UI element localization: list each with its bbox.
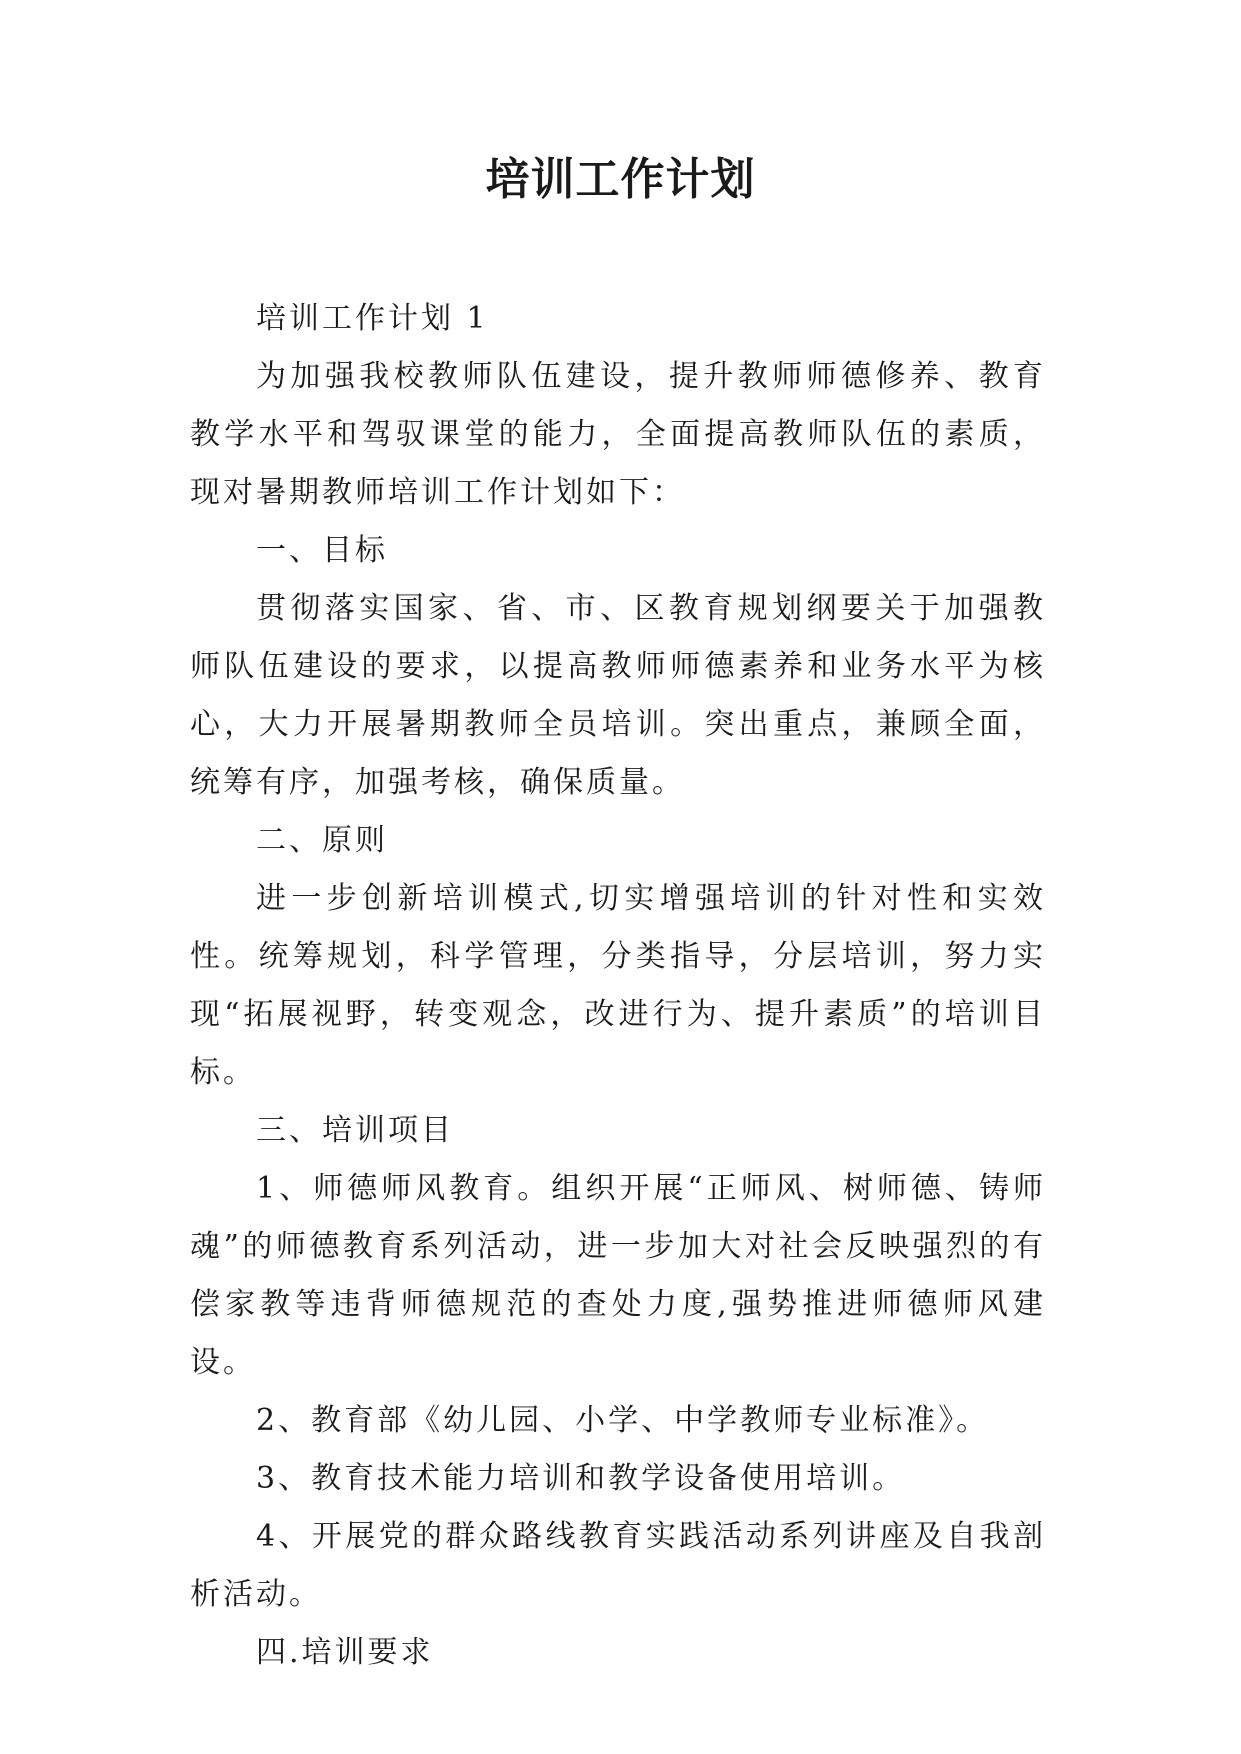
- section-heading-requirements: 四.培训要求: [256, 1635, 434, 1670]
- intro-paragraph: 为加强我校教师队伍建设，提升教师师德修养、教育教学水平和驾驭课堂的能力，全面提高教师队伍的素质，现对暑期教师培训工作计划如下：: [190, 359, 1046, 510]
- goals-paragraph: 贯彻落实国家、省、市、区教育规划纲要关于加强教师队伍建设的要求，以提高教师师德素养和业务水平为核心，大力开展暑期教师全员培训。突出重点，兼顾全面，统筹有序，加强考核，确保质量。: [190, 591, 1046, 800]
- section-heading-plan-1: 培训工作计划 1: [256, 301, 489, 336]
- section-heading-goals: 一、目标: [256, 533, 388, 568]
- section-heading-training-items: 三、培训项目: [256, 1113, 454, 1148]
- document-body: [190, 290, 1046, 1682]
- training-item-1: 1、师德师风教育。组织开展“正师风、树师德、铸师魂”的师德教育系列活动，进一步加大对社会反映强烈的有偿家教等违背师德规范的查处力度,强势推进师德师风建设。: [190, 1171, 1046, 1380]
- section-heading-principles: 二、原则: [256, 823, 388, 858]
- document-title: 培训工作计划: [485, 154, 756, 205]
- principles-paragraph: 进一步创新培训模式,切实增强培训的针对性和实效性。统筹规划，科学管理，分类指导，分层培训，努力实现“拓展视野，转变观念，改进行为、提升素质”的培训目标。: [190, 881, 1046, 1090]
- training-item-4: 4、开展党的群众路线教育实践活动系列讲座及自我剖析活动。: [190, 1519, 1046, 1612]
- training-item-3: 3、教育技术能力培训和教学设备使用培训。: [256, 1461, 906, 1496]
- training-item-2: 2、教育部《幼儿园、小学、中学教师专业标准》。: [256, 1403, 990, 1438]
